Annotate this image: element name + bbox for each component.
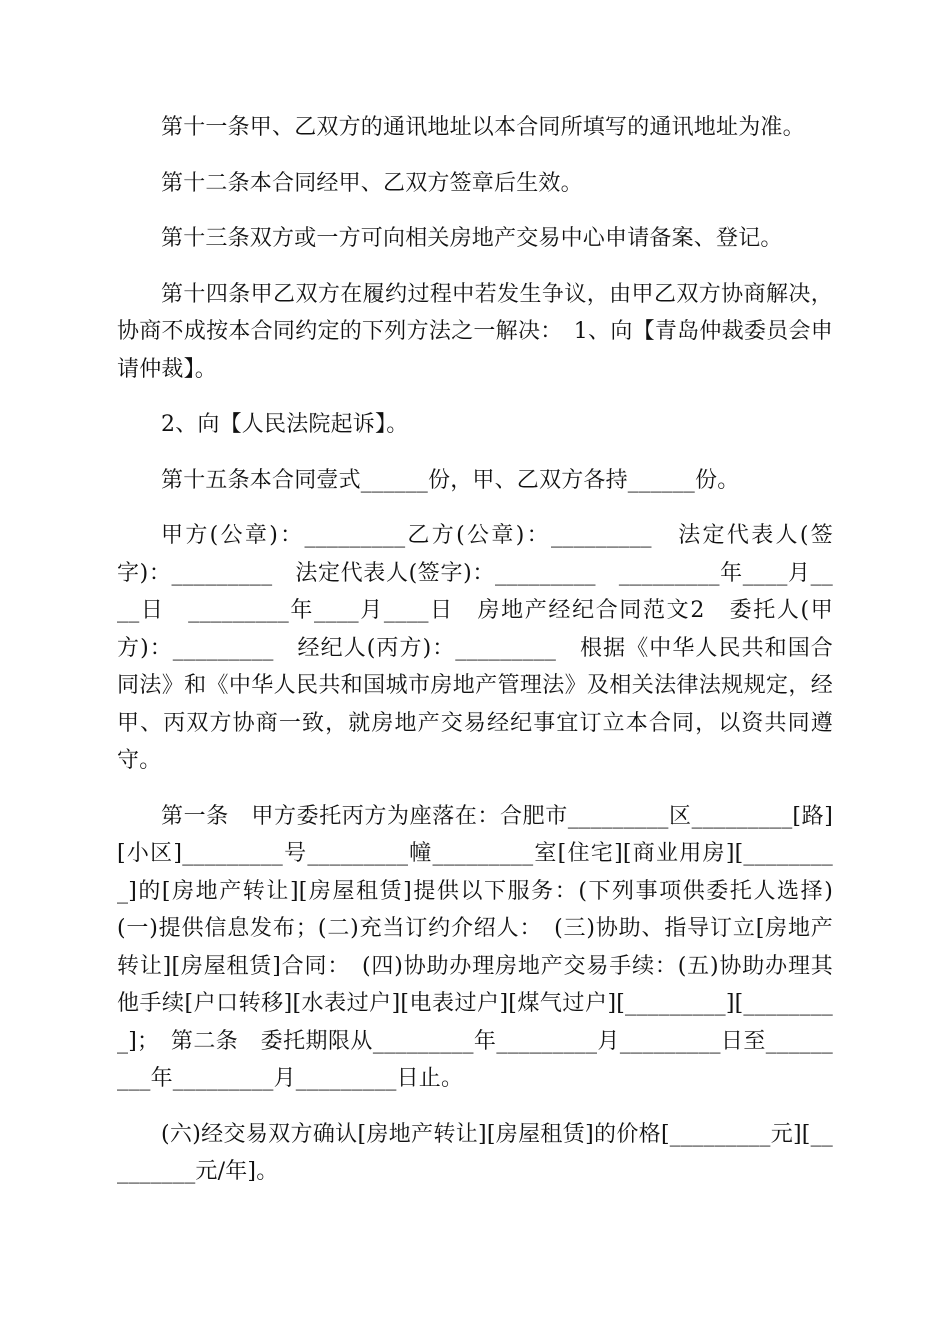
- article-11-paragraph: 第十一条甲、乙双方的通讯地址以本合同所填写的通讯地址为准。: [161, 115, 805, 140]
- article-15-paragraph: 第十五条本合同壹式______份，甲、乙双方各持______份。: [161, 467, 740, 493]
- article-14-paragraph: 第十四条甲乙双方在履约过程中若发生争议，由甲乙双方协商解决，协商不成按本合同约定的下列方法之一解决： 1、向【青岛仲裁委员会申请仲裁】。: [117, 281, 833, 382]
- price-confirmation-paragraph: (六)经交易双方确认[房地产转让][房屋租赁]的价格[_________元][_________元/年]。: [117, 1121, 833, 1184]
- document-body: [117, 109, 856, 1209]
- dispute-option-2-paragraph: 2、向【人民法院起诉】。: [161, 412, 409, 437]
- article-12-paragraph: 第十二条本合同经甲、乙双方签章后生效。: [161, 170, 583, 196]
- article-13-paragraph: 第十三条双方或一方可向相关房地产交易中心申请备案、登记。: [161, 226, 783, 251]
- contract-article-1-paragraph: 第一条 甲方委托丙方为座落在：合肥市_________区_________[路][小区]_________号_________幢_________室[住宅][商业用房][_________]的[房地产转让][房屋租赁]提供以下服务：(下列事项供委托人选择) (一)提供信息发布；(二)充当订约介绍人： (三)协助、指导订立[房地产转让][房屋租赁]合同： (四)协助办理房地产交易手续：(五)协助办理其他手续[户口转移][水表过户][电表过户][煤气过户][_________][_________]； 第二条 委托期限从_________年_________月_________日至_________年_________月_________日止。: [117, 803, 856, 1091]
- signature-and-contract-intro-paragraph: 甲方(公章)：_________乙方(公章)：_________ 法定代表人(签字)：_________ 法定代表人(签字)：_________ _________年____月____日 _________年____月____日 房地产经纪合同范文2 委托人(甲方)：_________ 经纪人(丙方)：_________ 根据《中华人民共和国合同法》和《中华人民共和国城市房地产管理法》及相关法律法规规定，经甲、丙双方协商一致，就房地产交易经纪事宜订立本合同，以资共同遵守。: [117, 523, 833, 773]
